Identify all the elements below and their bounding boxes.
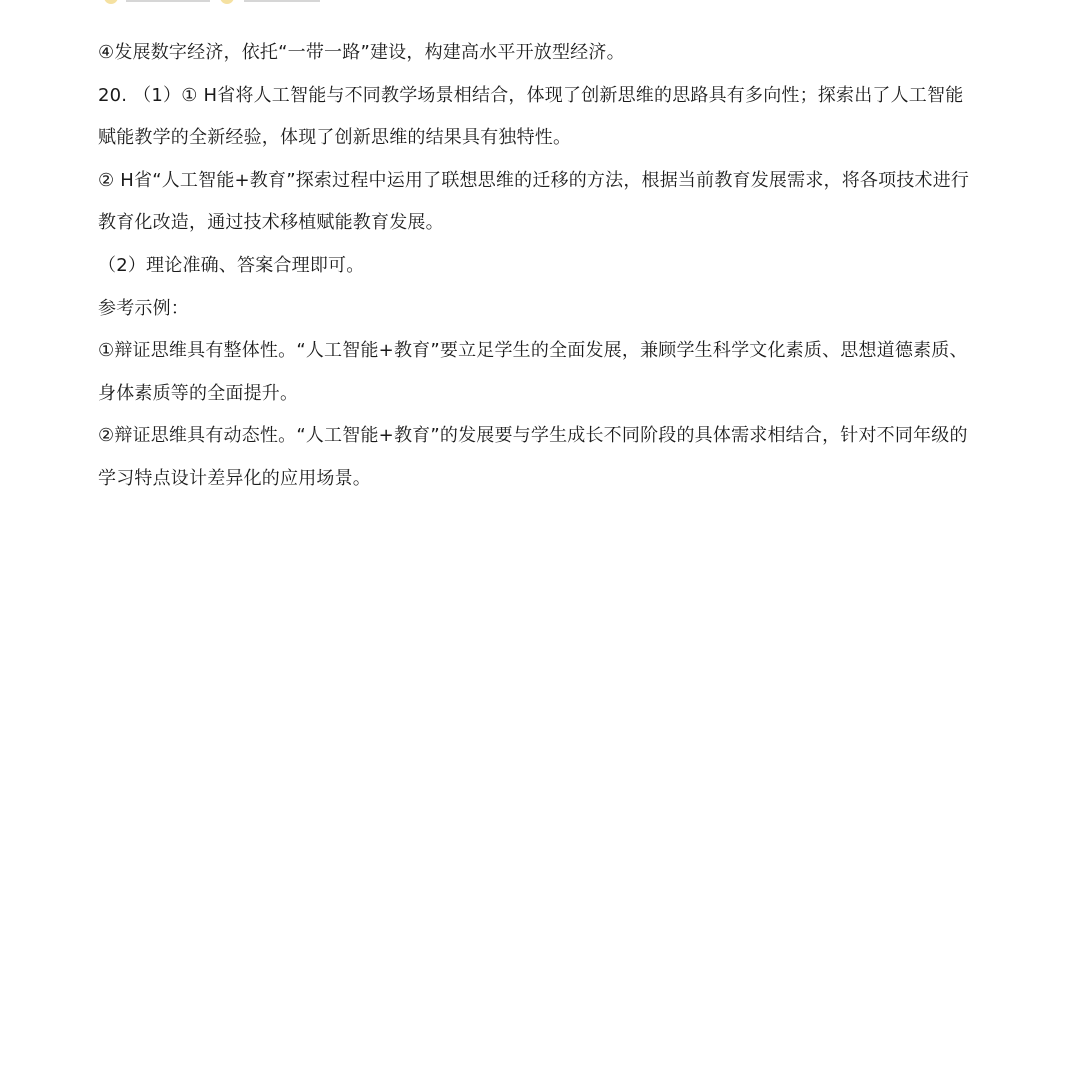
- answer-line: 学习特点设计差异化的应用场景。: [98, 467, 371, 489]
- question-20-part-1-line: 20. （1）① H省将人工智能与不同教学场景相结合，体现了创新思维的思路具有多向性；探索出了人工智能: [98, 84, 964, 106]
- answer-line: ④发展数字经济，依托“一带一路”建设，构建高水平开放型经济。: [98, 42, 625, 63]
- logo-icon: [220, 0, 234, 4]
- answer-line: 教育化改造，通过技术移植赋能教育发展。: [98, 212, 444, 234]
- logo-icon: [104, 0, 118, 4]
- answer-line: 赋能教学的全新经验，体现了创新思维的结果具有独特性。: [98, 127, 572, 149]
- logo-divider: [126, 0, 210, 2]
- header-logo-strip: [98, 0, 358, 6]
- question-20-part-2-line: （2）理论准确、答案合理即可。: [98, 254, 365, 276]
- logo-divider: [244, 0, 320, 2]
- document-body: [98, 32, 998, 501]
- answer-line: ①辩证思维具有整体性。“人工智能+教育”要立足学生的全面发展，兼顾学生科学文化素质、思想道德素质、: [98, 340, 968, 362]
- answer-line: ② H省“人工智能+教育”探索过程中运用了联想思维的迁移的方法，根据当前教育发展需求，将各项技术进行: [98, 169, 970, 191]
- answer-line: ②辩证思维具有动态性。“人工智能+教育”的发展要与学生成长不同阶段的具体需求相结合，针对不同年级的: [98, 425, 968, 447]
- reference-example-heading: 参考示例：: [98, 297, 189, 319]
- answer-line: 身体素质等的全面提升。: [98, 382, 299, 404]
